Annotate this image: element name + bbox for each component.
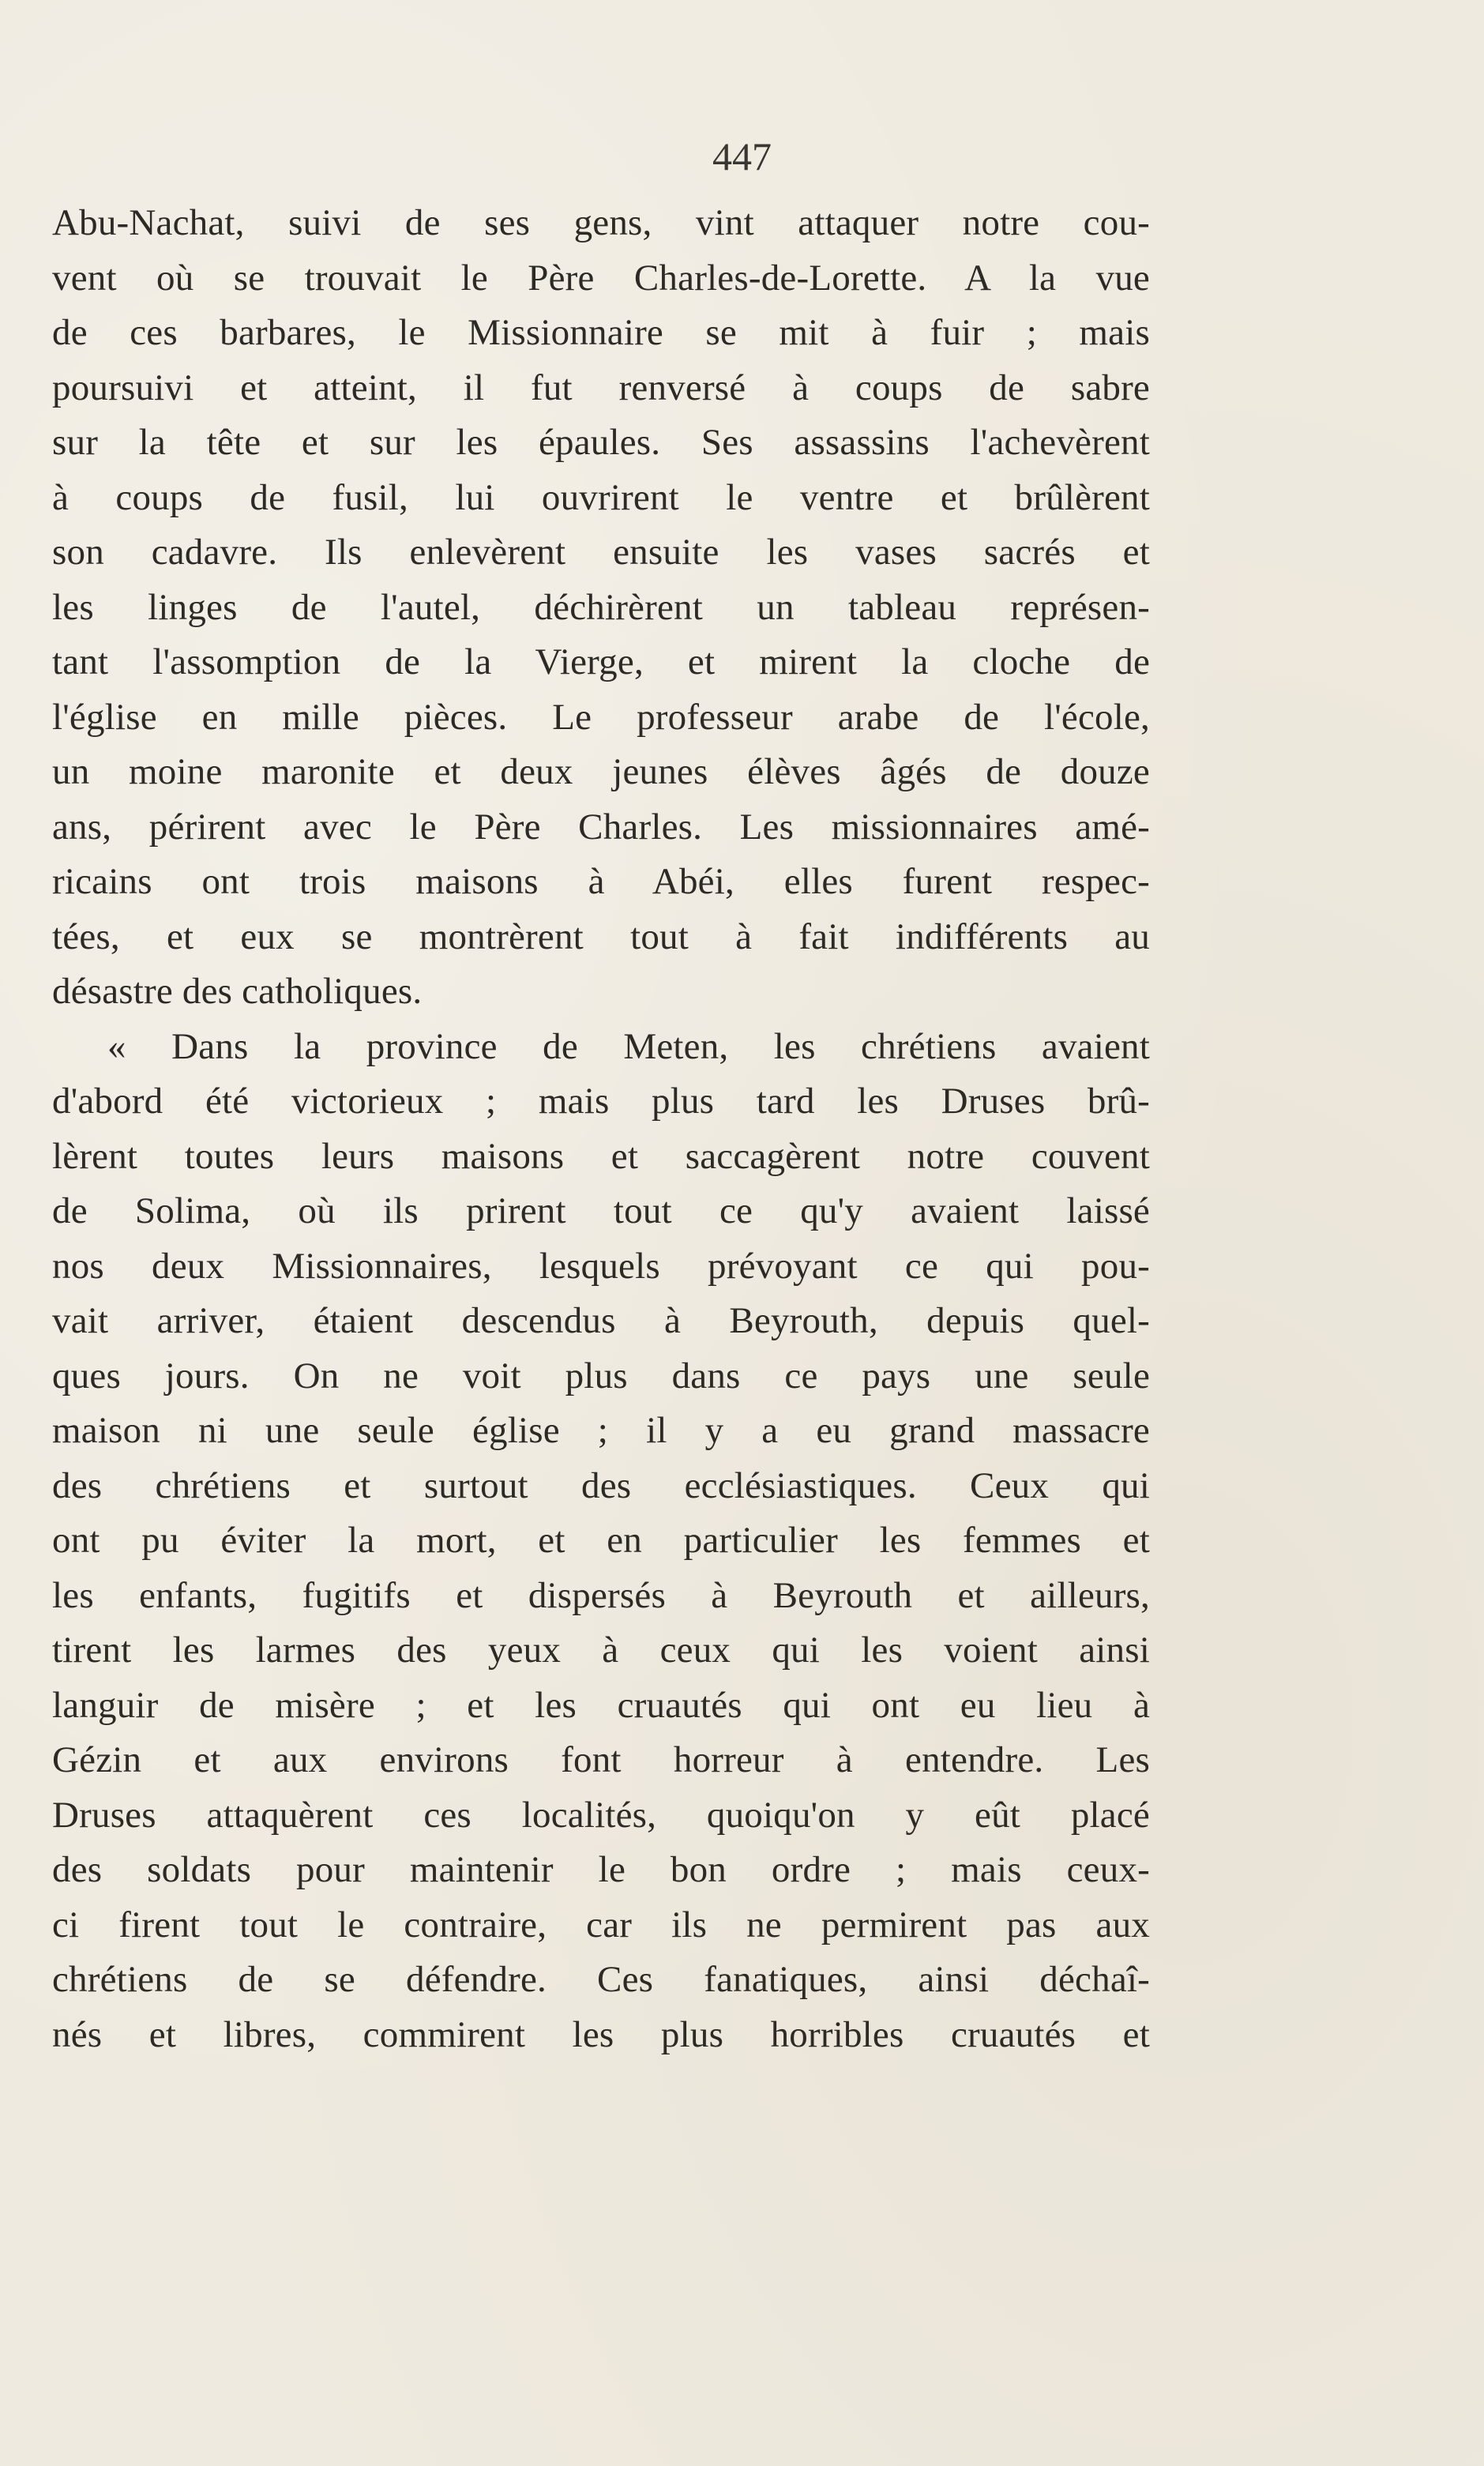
text-line: lèrent toutes leurs maisons et saccagèrent notre couvent (52, 1135, 1150, 1177)
text-line: ci firent tout le contraire, car ils ne permirent pas aux (52, 1904, 1150, 1945)
text-line: Abu-Nachat, suivi de ses gens, vint attaquer notre cou- (52, 202, 1150, 243)
text-line: son cadavre. Ils enlevèrent ensuite les vases sacrés et (52, 532, 1150, 573)
text-line: l'église en mille pièces. Le professeur arabe de l'école, (52, 696, 1150, 738)
text-line: nos deux Missionnaires, lesquels prévoyant ce qui pou- (52, 1245, 1150, 1287)
text-line: ricains ont trois maisons à Abéi, elles furent respec- (52, 861, 1150, 902)
text-line: tirent les larmes des yeux à ceux qui les voient ainsi (52, 1630, 1150, 1671)
text-line: d'abord été victorieux ; mais plus tard les Druses brû- (52, 1081, 1150, 1122)
text-line: sur la tête et sur les épaules. Ses assassins l'achevèrent (52, 422, 1150, 463)
text-line: les linges de l'autel, déchirèrent un tableau représen- (52, 586, 1150, 628)
text-line: tant l'assomption de la Vierge, et mirent la cloche de (52, 641, 1150, 682)
text-line: nés et libres, commirent les plus horribles cruautés et (52, 2013, 1150, 2055)
text-line: un moine maronite et deux jeunes élèves âgés de douze (52, 751, 1150, 792)
text-line: tées, et eux se montrèrent tout à fait indifférents au (52, 915, 1150, 957)
body-text (52, 196, 1150, 2062)
text-line: Gézin et aux environs font horreur à entendre. Les (52, 1739, 1150, 1780)
text-line: vait arriver, étaient descendus à Beyrouth, depuis quel- (52, 1300, 1150, 1341)
paragraph-start-line: « Dans la province de Meten, les chrétiens avaient (107, 1025, 1150, 1067)
text-line: ans, périrent avec le Père Charles. Les missionnaires amé- (52, 806, 1150, 848)
text-line: languir de misère ; et les cruautés qui ont eu lieu à (52, 1684, 1150, 1726)
text-line: ques jours. On ne voit plus dans ce pays une seule (52, 1355, 1150, 1397)
text-line: les enfants, fugitifs et dispersés à Beyrouth et ailleurs, (52, 1574, 1150, 1616)
text-line: à coups de fusil, lui ouvrirent le ventre et brûlèrent (52, 476, 1150, 518)
text-line: maison ni une seule église ; il y a eu grand massacre (52, 1410, 1150, 1451)
text-line: de Solima, où ils prirent tout ce qu'y avaient laissé (52, 1190, 1150, 1231)
page-number: 447 (712, 134, 772, 179)
text-line: de ces barbares, le Missionnaire se mit à fuir ; mais (52, 312, 1150, 353)
text-line: chrétiens de se défendre. Ces fanatiques, ainsi déchaî- (52, 1959, 1150, 2000)
text-line: ont pu éviter la mort, et en particulier les femmes et (52, 1520, 1150, 1561)
text-line: des chrétiens et surtout des ecclésiastiques. Ceux qui (52, 1464, 1150, 1506)
text-line: des soldats pour maintenir le bon ordre ; mais ceux- (52, 1849, 1150, 1890)
paragraph-end-line: désastre des catholiques. (52, 971, 423, 1012)
text-line: Druses attaquèrent ces localités, quoiqu'on y eût placé (52, 1794, 1150, 1836)
text-line: vent où se trouvait le Père Charles-de-Lorette. A la vue (52, 257, 1150, 299)
text-line: poursuivi et atteint, il fut renversé à coups de sabre (52, 367, 1150, 408)
